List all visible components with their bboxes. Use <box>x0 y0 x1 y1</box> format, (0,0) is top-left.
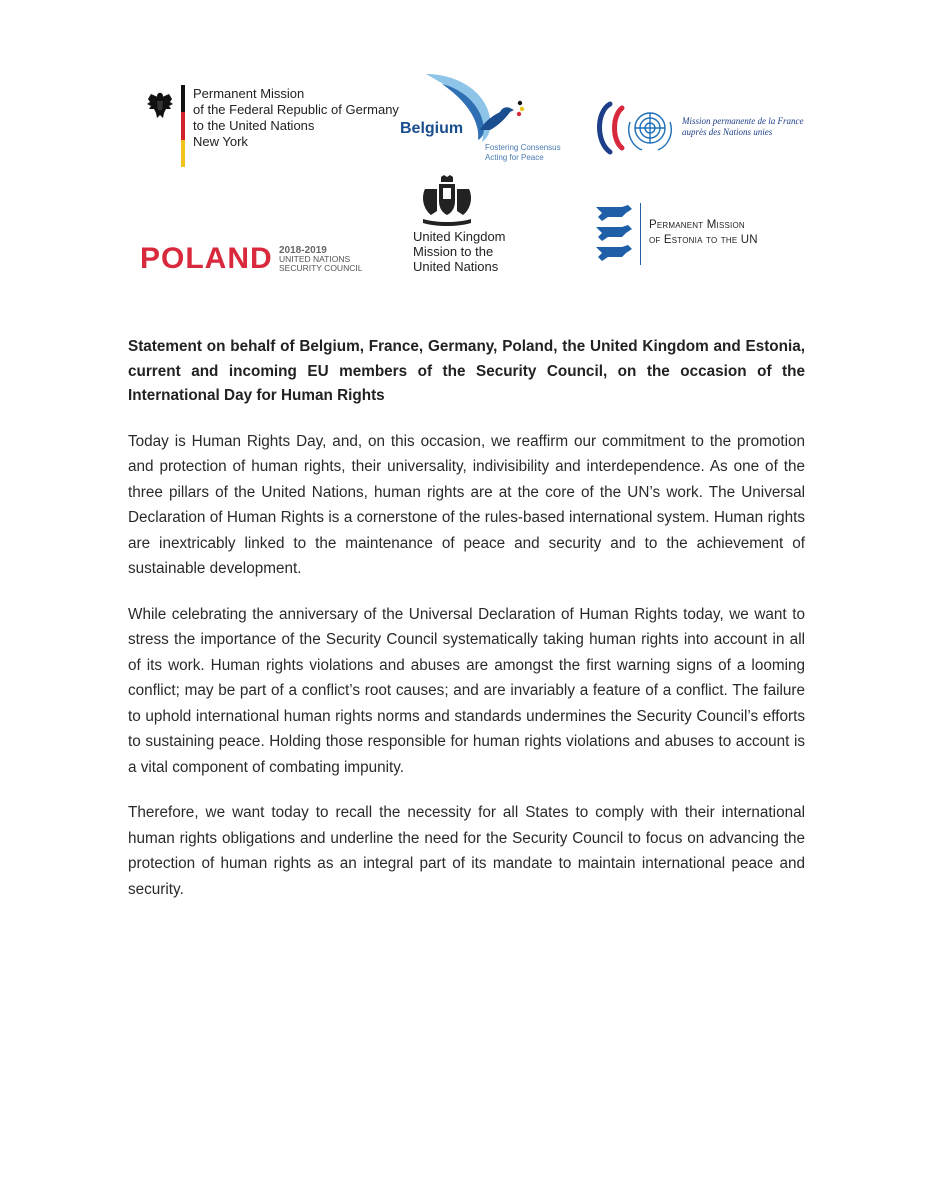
uk-mission-logo <box>405 175 545 275</box>
poland-security-council-logo <box>140 240 380 280</box>
three-lions-icon <box>592 203 636 265</box>
estonia-separator <box>640 203 641 265</box>
paragraph: While celebrating the anniversary of the Universal Declaration of Human Rights today, we want to stress the importance of the Security Council systematically taking human rights into account in all of its work. Human rights violations and abuses are amongst the first warning signs of a looming conflict; may be part of a conflict’s root causes; and are invariably a feature of a conflict. The failure to uphold international human rights norms and standards undermines the Security Council’s efforts to sustaining peace. Holding those responsible for human rights violations and abuses to account is a vital component of combating impunity. <box>128 605 805 776</box>
german-flag-bar <box>181 85 185 167</box>
france-mission-logo <box>592 100 822 156</box>
paragraph: Today is Human Rights Day, and, on this occasion, we reaffirm our commitment to the promotion and protection of human rights, their universality, indivisibility and interdependence. As one of the three pillars of the United Nations, human rights are at the core of the UN’s work. The Universal Declaration of Human Rights is a cornerstone of the rules-based international system. Human rights are inextricably linked to the maintenance of peace and security and to the achievement of sustainable development. <box>128 432 805 577</box>
estonia-mission-logo <box>592 203 822 269</box>
belgium-tagline: Fostering Consensus Acting for Peace <box>485 143 561 162</box>
estonia-mission-name: Permanent Mission of Estonia to the UN <box>649 219 758 246</box>
poland-wordmark: POLAND <box>140 242 273 275</box>
poland-term-info: 2018-2019 UNITED NATIONS SECURITY COUNCIL <box>279 245 363 273</box>
france-mission-name: Mission permanente de la France auprès des Nations unies <box>682 116 804 137</box>
germany-mission-name: Permanent Mission of the Federal Republic of Germany to the United Nations New York <box>193 86 399 149</box>
statement-heading: Statement on behalf of Belgium, France, Germany, Poland, the United Kingdom and Estonia, current and incoming EU members of the Security Council, on the occasion of the International Day for Human Rights <box>128 338 805 404</box>
french-arcs-un-emblem-icon <box>592 100 678 156</box>
german-eagle-icon <box>145 90 175 120</box>
uk-mission-name: United Kingdom Mission to the United Nations <box>413 229 506 274</box>
belgium-logo: Belgium Fostering Consensus Acting for Peace <box>398 72 578 172</box>
paragraph: Therefore, we want today to recall the necessity for all States to comply with their international human rights obligations and underline the need for the Security Council to focus on advancing the protection of human rights as an integral part of its mandate to maintain international peace and security. <box>128 804 805 898</box>
royal-coat-of-arms-icon <box>417 175 477 227</box>
statement-body <box>128 335 805 902</box>
